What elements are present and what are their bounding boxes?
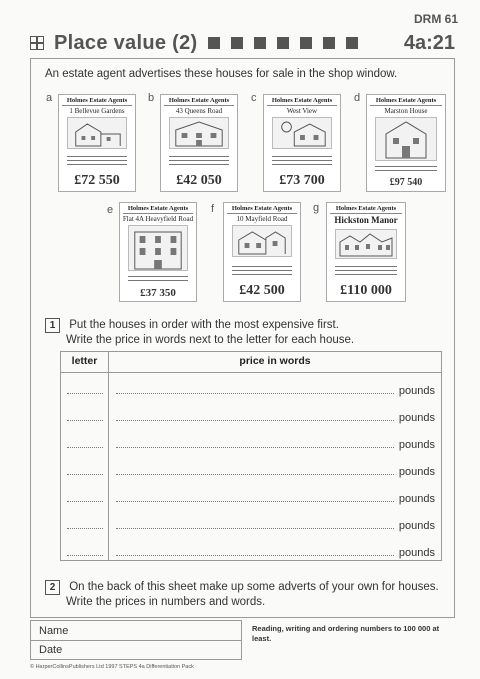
house-price: £37 350 xyxy=(140,287,176,299)
house-letter: a xyxy=(46,92,53,104)
house-price: £72 550 xyxy=(74,173,120,188)
advert-text-lines xyxy=(272,153,332,167)
house-card xyxy=(326,202,406,302)
answer-table xyxy=(60,351,442,561)
house-price: £42 500 xyxy=(239,283,285,298)
agent-name: Holmes Estate Agents xyxy=(62,97,132,106)
house-price: £73 700 xyxy=(279,173,325,188)
house-price: £42 050 xyxy=(176,173,222,188)
pounds-label: pounds xyxy=(398,547,435,559)
agent-name: Holmes Estate Agents xyxy=(123,205,193,214)
topic-code: 4a:21 xyxy=(403,31,455,54)
advert-text-lines xyxy=(128,273,188,283)
question-2 xyxy=(45,580,439,610)
house-price: £97 540 xyxy=(389,177,423,188)
house-address: Hickston Manor xyxy=(334,215,398,225)
house-letter: b xyxy=(148,92,155,104)
letter-blank[interactable] xyxy=(67,528,103,529)
date-label: Date xyxy=(39,644,63,656)
words-blank[interactable] xyxy=(116,393,394,394)
pounds-label: pounds xyxy=(398,385,435,397)
house-price: £110 000 xyxy=(340,283,392,298)
name-date-box xyxy=(30,620,242,660)
house-picture xyxy=(335,229,397,259)
letter-blank[interactable] xyxy=(67,447,103,448)
letter-blank[interactable] xyxy=(67,501,103,502)
house-address: 1 Bellevue Gardens xyxy=(69,107,125,115)
header-bar xyxy=(30,30,455,56)
column-header-price-in-words: price in words xyxy=(239,355,311,367)
house-card xyxy=(366,94,446,192)
question-1 xyxy=(45,318,354,348)
house-card xyxy=(58,94,136,192)
advert-text-lines xyxy=(67,153,127,167)
house-letter: d xyxy=(354,92,361,104)
house-address: Flat 4A Heavyfield Road xyxy=(122,215,194,223)
house-address: Marston House xyxy=(384,107,428,115)
advert-text-lines xyxy=(335,263,397,277)
letter-blank[interactable] xyxy=(67,555,103,556)
name-label: Name xyxy=(39,625,69,637)
letter-blank[interactable] xyxy=(67,420,103,421)
words-blank[interactable] xyxy=(116,501,394,502)
grid-icon xyxy=(30,36,44,50)
house-picture xyxy=(375,117,437,161)
house-letter: f xyxy=(211,203,215,215)
pounds-label: pounds xyxy=(398,412,435,424)
house-address: West View xyxy=(286,107,318,115)
advert-text-lines xyxy=(232,263,292,277)
pounds-label: pounds xyxy=(398,466,435,478)
question-2-line-2: Write the prices in numbers and words. xyxy=(66,596,266,608)
words-blank[interactable] xyxy=(116,528,394,529)
agent-name: Holmes Estate Agents xyxy=(164,97,234,106)
advert-text-lines xyxy=(169,153,229,167)
house-picture xyxy=(128,225,188,271)
agent-name: Holmes Estate Agents xyxy=(330,205,402,214)
question-1-line-1: Put the houses in order with the most expensive first. xyxy=(69,319,339,331)
letter-blank[interactable] xyxy=(67,393,103,394)
house-picture xyxy=(169,117,229,149)
question-1-line-2: Write the price in words next to the letter for each house. xyxy=(66,334,355,346)
house-address: 43 Queens Road xyxy=(175,107,223,115)
pounds-label: pounds xyxy=(398,493,435,505)
question-number: 1 xyxy=(45,318,60,333)
sheet-code: DRM 61 xyxy=(413,12,458,26)
column-header-letter: letter xyxy=(71,355,98,367)
house-letter: g xyxy=(313,202,320,214)
house-card xyxy=(160,94,238,192)
copyright-notice: © HarperCollinsPublishers Ltd 1997 STEPS 4a Differentiation Pack xyxy=(30,664,194,670)
learning-objective: Reading, writing and ordering numbers to 100 000 at least. xyxy=(252,624,440,643)
words-blank[interactable] xyxy=(116,420,394,421)
house-picture xyxy=(232,225,292,257)
pounds-label: pounds xyxy=(398,520,435,532)
agent-name: Holmes Estate Agents xyxy=(267,97,337,106)
house-picture xyxy=(272,117,332,149)
words-blank[interactable] xyxy=(116,474,394,475)
intro-text: An estate agent advertises these houses for sale in the shop window. xyxy=(45,68,398,80)
question-2-line-1: On the back of this sheet make up some adverts of your own for houses. xyxy=(69,581,439,593)
house-card xyxy=(263,94,341,192)
page-title: Place value (2) xyxy=(54,31,198,54)
question-number: 2 xyxy=(45,580,60,595)
words-blank[interactable] xyxy=(116,447,394,448)
words-blank[interactable] xyxy=(116,555,394,556)
pounds-label: pounds xyxy=(398,439,435,451)
advert-text-lines xyxy=(375,163,437,173)
house-address: 10 Mayfield Road xyxy=(236,215,288,223)
house-picture xyxy=(67,117,127,149)
agent-name: Holmes Estate Agents xyxy=(370,97,442,106)
decorative-squares xyxy=(208,37,358,49)
house-letter: c xyxy=(251,92,257,104)
agent-name: Holmes Estate Agents xyxy=(227,205,297,214)
house-card xyxy=(119,202,197,302)
house-card xyxy=(223,202,301,302)
letter-blank[interactable] xyxy=(67,474,103,475)
house-letter: e xyxy=(107,204,114,216)
